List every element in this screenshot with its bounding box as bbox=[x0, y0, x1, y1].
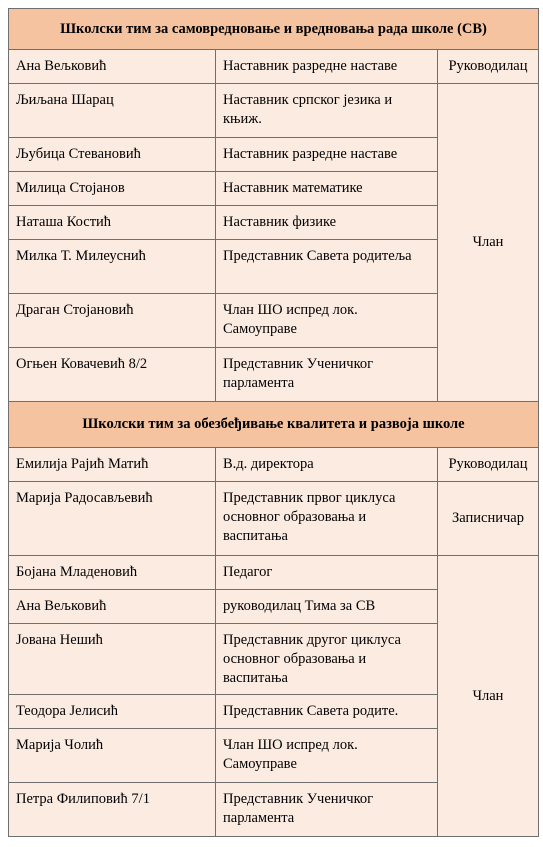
member-name: Ана Вељковић bbox=[9, 50, 216, 84]
member-role: Члан bbox=[438, 556, 539, 837]
member-position: Педагог bbox=[216, 556, 438, 590]
member-name: Ана Вељковић bbox=[9, 590, 216, 624]
section-header-row bbox=[9, 402, 539, 448]
section-title: Школски тим за обезбеђивање квалитета и развоја школе bbox=[9, 402, 539, 448]
member-position: Представник првог циклуса основног образовања и васпитања bbox=[216, 482, 438, 556]
member-name: Огњен Ковачевић 8/2 bbox=[9, 348, 216, 402]
member-position: Члан ШО испред лок. Самоуправе bbox=[216, 729, 438, 783]
member-position: руководилац Тима за СВ bbox=[216, 590, 438, 624]
member-name: Драган Стојановић bbox=[9, 294, 216, 348]
member-position: В.д. директора bbox=[216, 448, 438, 482]
section-header-row bbox=[9, 9, 539, 50]
member-role: Руководилац bbox=[438, 50, 539, 84]
member-name: Милица Стојанов bbox=[9, 172, 216, 206]
table-row bbox=[9, 556, 539, 590]
table-row bbox=[9, 482, 539, 556]
table-row bbox=[9, 84, 539, 138]
table-row bbox=[9, 50, 539, 84]
member-position: Наставник физике bbox=[216, 206, 438, 240]
member-position: Представник Савета родитеља bbox=[216, 240, 438, 294]
member-name: Јована Нешић bbox=[9, 624, 216, 695]
member-name: Љубица Стевановић bbox=[9, 138, 216, 172]
member-name: Емилија Рајић Матић bbox=[9, 448, 216, 482]
member-role: Записничар bbox=[438, 482, 539, 556]
member-position: Представник Савета родите. bbox=[216, 695, 438, 729]
member-name: Бојана Младеновић bbox=[9, 556, 216, 590]
member-name: Милка Т. Милеуснић bbox=[9, 240, 216, 294]
member-position: Наставник разредне наставе bbox=[216, 50, 438, 84]
member-name: Марија Радосављевић bbox=[9, 482, 216, 556]
member-position: Наставник српског језика и књиж. bbox=[216, 84, 438, 138]
member-name: Петра Филиповић 7/1 bbox=[9, 783, 216, 837]
member-name: Наташа Костић bbox=[9, 206, 216, 240]
member-position: Наставник разредне наставе bbox=[216, 138, 438, 172]
member-role: Руководилац bbox=[438, 448, 539, 482]
member-position: Наставник математике bbox=[216, 172, 438, 206]
table-row bbox=[9, 448, 539, 482]
member-name: Марија Чолић bbox=[9, 729, 216, 783]
member-position: Члан ШО испред лок. Самоуправе bbox=[216, 294, 438, 348]
member-name: Теодора Јелисић bbox=[9, 695, 216, 729]
member-role: Члан bbox=[438, 84, 539, 402]
member-position: Представник другог циклуса основног образовања и васпитања bbox=[216, 624, 438, 695]
member-position: Представник Ученичког парламента bbox=[216, 783, 438, 837]
section-title: Школски тим за самовредновање и вредновања рада школе (СВ) bbox=[9, 9, 539, 50]
member-position: Представник Ученичког парламента bbox=[216, 348, 438, 402]
member-name: Љиљана Шарац bbox=[9, 84, 216, 138]
teams-table bbox=[8, 8, 539, 837]
